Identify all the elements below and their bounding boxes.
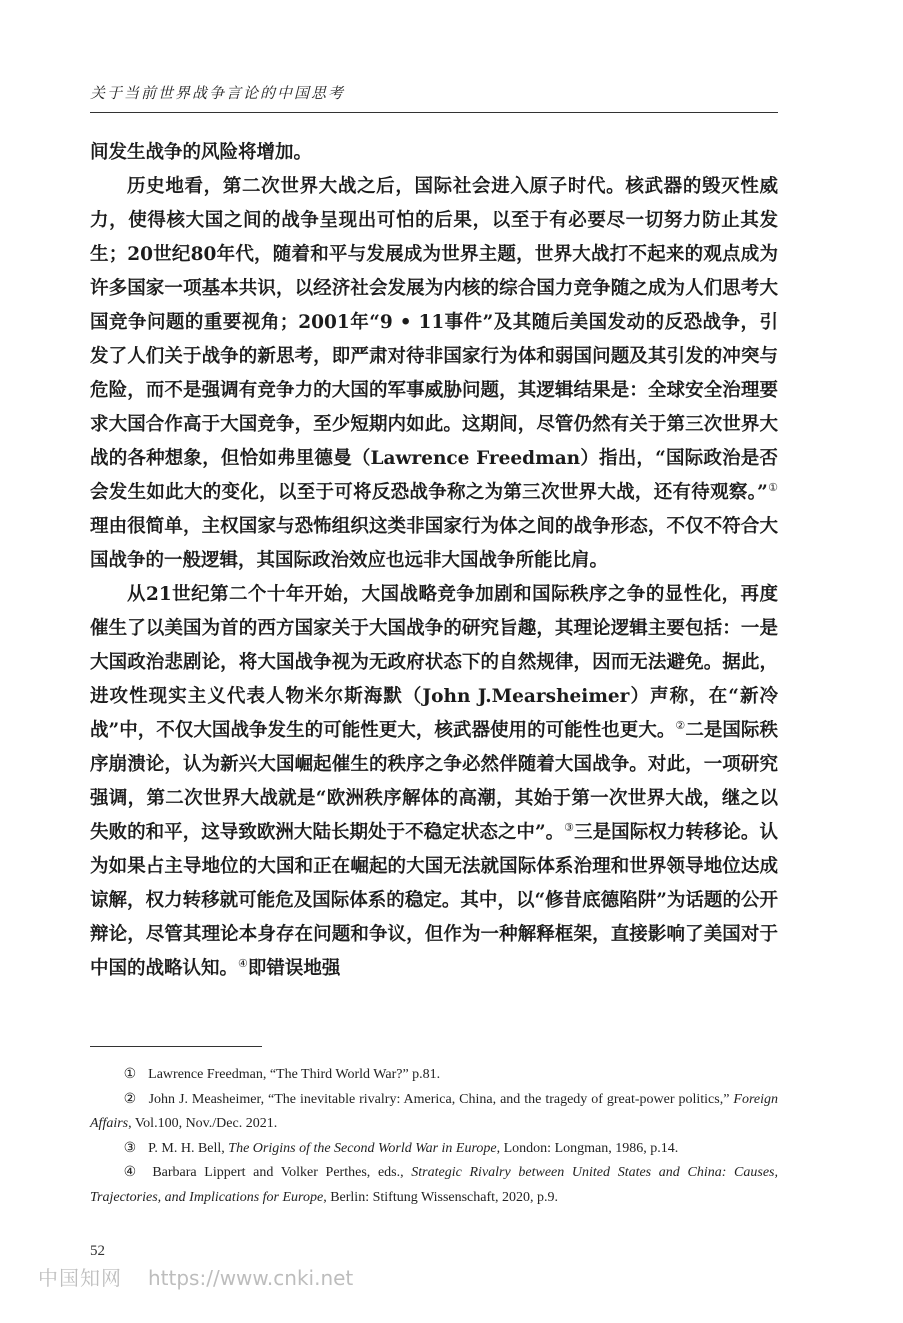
running-header: 关于当前世界战争言论的中国思考 <box>90 84 346 102</box>
footnote-ref-1[interactable]: ① <box>767 480 778 494</box>
paragraph-2 <box>90 170 778 578</box>
footnote-separator <box>90 1046 262 1047</box>
footnote-mark: ③ <box>123 1140 137 1156</box>
footnote-italic-title: Strategic Rivalry between United States and China: Causes, Trajectories, and Implications for Europe <box>90 1165 778 1205</box>
footnote-text-tail: , Vol.100, Nov./Dec. 2021. <box>128 1116 278 1131</box>
paragraph-1: 间发生战争的风险将增加。 <box>90 142 313 163</box>
footnote-text: Lawrence Freedman, “The Third World War?” p.81. <box>148 1067 441 1082</box>
paragraph-2-text-a: 历史地看，第二次世界大战之后，国际社会进入原子时代。核武器的毁灭性威力，使得核大国之间的战争呈现出可怕的后果，以至于有必要尽一切努力防止其发生；20世纪80年代，随着和平与发展成为世界主题，世界大战打不起来的观点成为许多国家一项基本共识，以经济社会发展为内核的综合国力竞争随之成为人们思考大国竞争问题的重要视角；2001年“9 • 11事件”及其随后美国发动的反恐战争，引发了人们关于战争的新思考，即严肃对待非国家行为体和弱国问题及其引发的冲突与危险，而不是强调有竞争力的大国的军事威胁问题，其逻辑结果是：全球安全治理要求大国合作高于大国竞争，至少短期内如此。这期间，尽管仍然有关于第三次世界大战的各种想象，但恰如弗里德曼（Lawrence Freedman）指出，“国际政治是否会发生如此大的变化，以至于可将反恐战争称之为第三次世界大战，还有待观察。” <box>90 176 778 503</box>
paragraph-2-text-b: 理由很简单，主权国家与恐怖组织这类非国家行为体之间的战争形态，不仅不符合大国战争的一般逻辑，其国际政治效应也远非大国战争所能比肩。 <box>90 516 778 571</box>
footnote-ref-3[interactable]: ③ <box>564 820 575 834</box>
footnote-text-tail: , Berlin: Stiftung Wissenschaft, 2020, p.9. <box>323 1189 559 1205</box>
footnote-ref-4[interactable]: ④ <box>238 956 248 970</box>
page-number: 52 <box>90 1243 105 1259</box>
footnote-italic-title: Foreign Affairs <box>90 1091 778 1131</box>
footnote-text: Barbara Lippert and Volker Perthes, eds., <box>152 1165 412 1180</box>
cnki-watermark <box>38 1262 353 1291</box>
footnote-mark: ④ <box>123 1165 141 1180</box>
footnote-1 <box>90 1063 778 1088</box>
footnote-mark: ② <box>123 1091 137 1107</box>
body-text <box>90 136 778 986</box>
paragraph-3-text-d: 即错误地强 <box>247 958 341 979</box>
paragraph-3-text-c: 三是国际权力转移论。认为如果占主导地位的大国和正在崛起的大国无法就国际体系治理和世界领导地位达成谅解，权力转移就可能危及国际体系的稳定。其中，以“修昔底德陷阱”为话题的公开辩论，尽管其理论本身存在问题和争议，但作为一种解释框架，直接影响了美国对于中国的战略认知。 <box>90 822 778 979</box>
paragraph-3-text-a: 从21世纪第二个十年开始，大国战略竞争加剧和国际秩序之争的显性化，再度催生了以美国为首的西方国家关于大国战争的研究旨趣，其理论逻辑主要包括：一是大国政治悲剧论，将大国战争视为无政府状态下的自然规律，因而无法避免。据此，进攻性现实主义代表人物米尔斯海默（John J.Mearsheimer）声称，在“新冷战”中，不仅大国战争发生的可能性更大，核武器使用的可能性也更大。 <box>90 584 778 741</box>
paragraph-3 <box>90 578 778 986</box>
footnote-4 <box>90 1161 778 1210</box>
footnote-mark: ① <box>123 1067 137 1082</box>
footnote-2 <box>90 1088 778 1137</box>
watermark-brand: 中国知网 <box>38 1266 122 1290</box>
footnote-italic-title: The Origins of the Second World War in Europe <box>228 1140 497 1156</box>
watermark-url[interactable]: https://www.cnki.net <box>148 1266 354 1290</box>
footnote-text: John J. Measheimer, “The inevitable rivalry: America, China, and the tragedy of great-power politics,” <box>148 1091 734 1107</box>
footnote-ref-2[interactable]: ② <box>675 718 686 732</box>
paragraph-3-text-b: 二是国际秩序崩溃论，认为新兴大国崛起催生的秩序之争必然伴随着大国战争。对此，一项研究强调，第二次世界大战就是“欧洲秩序解体的高潮，其始于第一次世界大战，继之以失败的和平，这导致欧洲大陆长期处于不稳定状态之中”。 <box>90 720 778 843</box>
footnote-text: P. M. H. Bell, <box>148 1140 229 1156</box>
footnotes <box>90 1063 778 1210</box>
footnote-text-tail: , London: Longman, 1986, p.14. <box>496 1140 679 1156</box>
footnote-3 <box>90 1137 778 1162</box>
header-rule <box>90 112 778 113</box>
